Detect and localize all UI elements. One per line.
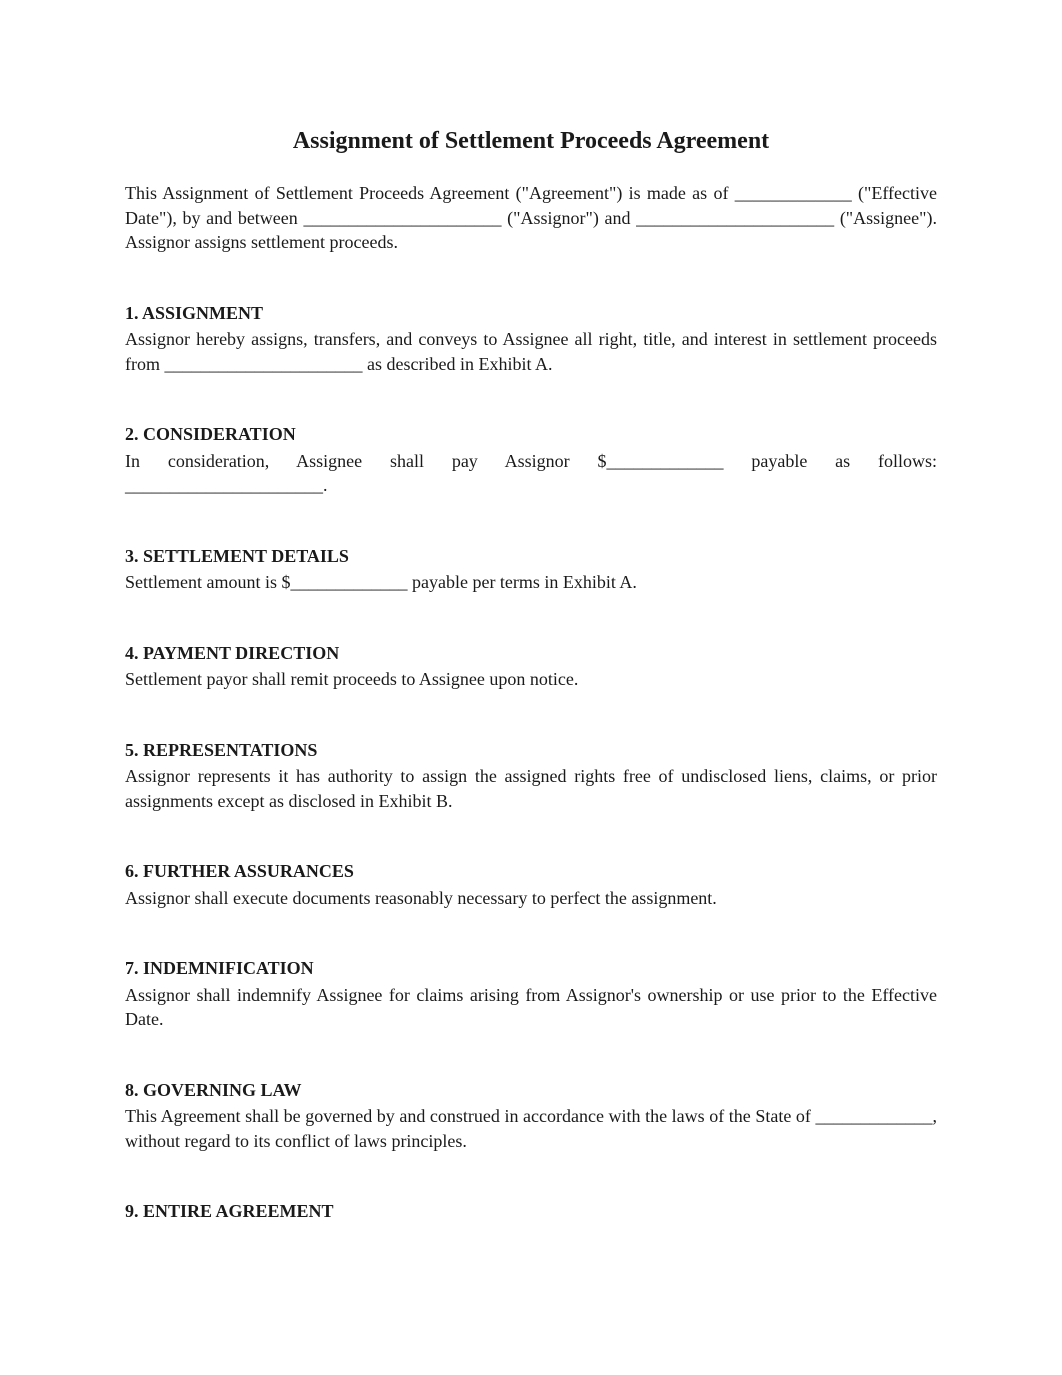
section-body: This Agreement shall be governed by and construed in accordance with the laws of the State of _____________, without regard to its conflict of laws principles. — [125, 1106, 937, 1151]
section-body: Assignor hereby assigns, transfers, and conveys to Assignee all right, title, and interest in settlement proceeds from ______________________ as described in Exhibit A. — [125, 329, 937, 374]
section-body-line-2: ______________________. — [125, 475, 328, 495]
section-body: Assignor shall indemnify Assignee for claims arising from Assignor's ownership or use prior to the Effective Date. — [125, 984, 937, 1029]
section-governing-law — [125, 1078, 937, 1154]
section-heading: 8. GOVERNING LAW — [125, 1079, 302, 1100]
section-body: Settlement payor shall remit proceeds to Assignee upon notice. — [125, 669, 579, 689]
section-heading: 4. PAYMENT DIRECTION — [125, 642, 340, 663]
document-content — [125, 124, 937, 1224]
section-indemnification — [125, 956, 937, 1032]
section-heading: 2. CONSIDERATION — [125, 424, 296, 444]
section-consideration — [125, 422, 937, 498]
section-representations — [125, 738, 937, 814]
section-payment-direction — [125, 641, 937, 692]
document-title: Assignment of Settlement Proceeds Agreement — [292, 128, 770, 154]
section-body: Assignor represents it has authority to assign the assigned rights free of undisclosed liens, claims, or prior assignments except as disclosed in Exhibit B. — [125, 766, 937, 811]
intro-paragraph: This Assignment of Settlement Proceeds Agreement ("Agreement") is made as of _____________ ("Effective Date"), by and between ______________________ ("Assignor") and ______________________ ("Assignee"). Assignor assigns settlement proceeds. — [125, 183, 937, 252]
section-assignment — [125, 301, 937, 377]
section-heading: 7. INDEMNIFICATION — [125, 958, 314, 978]
section-body-line-1: In consideration, Assignee shall pay Assignor $_____________ payable as follows: — [125, 450, 937, 471]
section-settlement-details — [125, 544, 937, 595]
section-body: Assignor shall execute documents reasonably necessary to perfect the assignment. — [125, 887, 717, 908]
section-heading: 6. FURTHER ASSURANCES — [125, 861, 354, 881]
section-body: Settlement amount is $_____________ payable per terms in Exhibit A. — [125, 572, 637, 592]
section-entire-agreement — [125, 1199, 937, 1224]
section-further-assurances — [125, 859, 937, 910]
section-heading: 1. ASSIGNMENT — [125, 302, 264, 323]
section-heading: 9. ENTIRE AGREEMENT — [125, 1201, 334, 1221]
section-heading: 3. SETTLEMENT DETAILS — [125, 545, 349, 566]
section-heading: 5. REPRESENTATIONS — [125, 739, 318, 760]
